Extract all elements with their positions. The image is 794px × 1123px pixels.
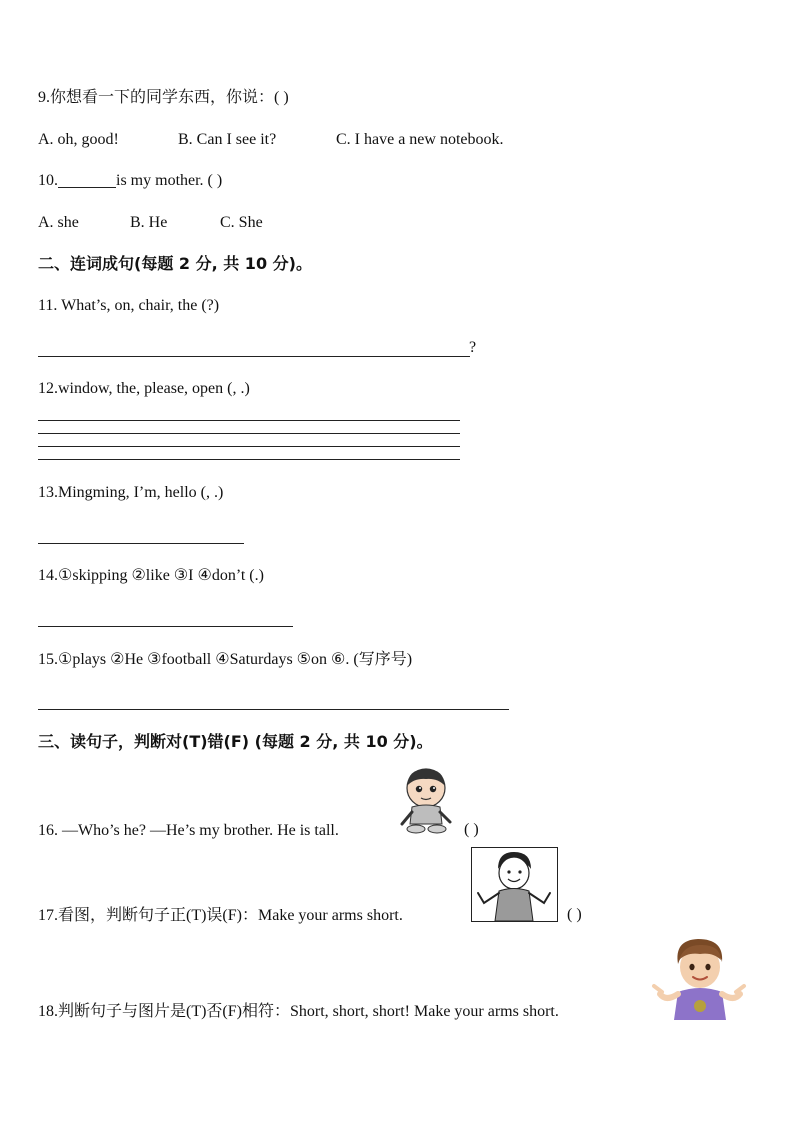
q16-answer-bracket[interactable]: ( ) [464, 821, 479, 838]
q10-option-b: B. He [130, 214, 168, 231]
q11-answer-line[interactable] [38, 356, 470, 357]
boy-shrugging-sketch [471, 847, 558, 922]
q12-writing-line-4[interactable] [38, 459, 460, 460]
q17-answer-bracket[interactable]: ( ) [567, 906, 582, 923]
q9-option-c: C. I have a new notebook. [336, 131, 504, 148]
q10-option-c: C. She [220, 214, 263, 231]
q9-option-a: A. oh, good! [38, 131, 119, 148]
boy-sitting-illustration [398, 766, 454, 836]
q14-answer-line[interactable] [38, 626, 293, 627]
q11-end-mark: ? [469, 339, 477, 356]
q13-answer-line[interactable] [38, 543, 244, 544]
q10-option-a: A. she [38, 214, 79, 231]
q12-writing-line-2[interactable] [38, 433, 460, 434]
question-18-text: 18.判断句子与图片是(T)否(F)相符：Short, short, short! Make your arms short. [38, 1003, 559, 1020]
question-14-prompt: 14.①skipping ②like ③I ④don’t (.) [38, 567, 264, 584]
question-9-stem: 9.你想看一下的同学东西，你说：( ) [38, 89, 289, 106]
q15-answer-line[interactable] [38, 709, 509, 710]
q10-number: 10. [38, 172, 58, 189]
question-16-text: 16. —Who’s he? —He’s my brother. He is tall. [38, 822, 339, 839]
q10-fill-blank[interactable] [58, 171, 116, 188]
section-3-heading: 三、读句子，判断对(T)错(F) (每题 2 分, 共 10 分)。 [38, 732, 433, 751]
question-17-text: 17.看图，判断句子正(T)误(F)：Make your arms short. [38, 907, 403, 924]
question-15-prompt: 15.①plays ②He ③football ④Saturdays ⑤on ⑥. (写序号) [38, 651, 413, 668]
question-13-prompt: 13.Mingming, I’m, hello (, .) [38, 484, 224, 501]
question-11-prompt: 11. What’s, on, chair, the (?) [38, 297, 220, 314]
section-2-heading: 二、连词成句(每题 2 分, 共 10 分)。 [38, 254, 312, 273]
q12-writing-line-3[interactable] [38, 446, 460, 447]
question-10-stem [38, 171, 222, 191]
boy-shrugging-color-illustration [650, 936, 748, 1020]
q12-writing-line-1[interactable] [38, 420, 460, 421]
q10-text: is my mother. ( ) [116, 172, 223, 189]
question-12-prompt: 12.window, the, please, open (, .) [38, 380, 250, 397]
q9-option-b: B. Can I see it? [178, 131, 277, 148]
